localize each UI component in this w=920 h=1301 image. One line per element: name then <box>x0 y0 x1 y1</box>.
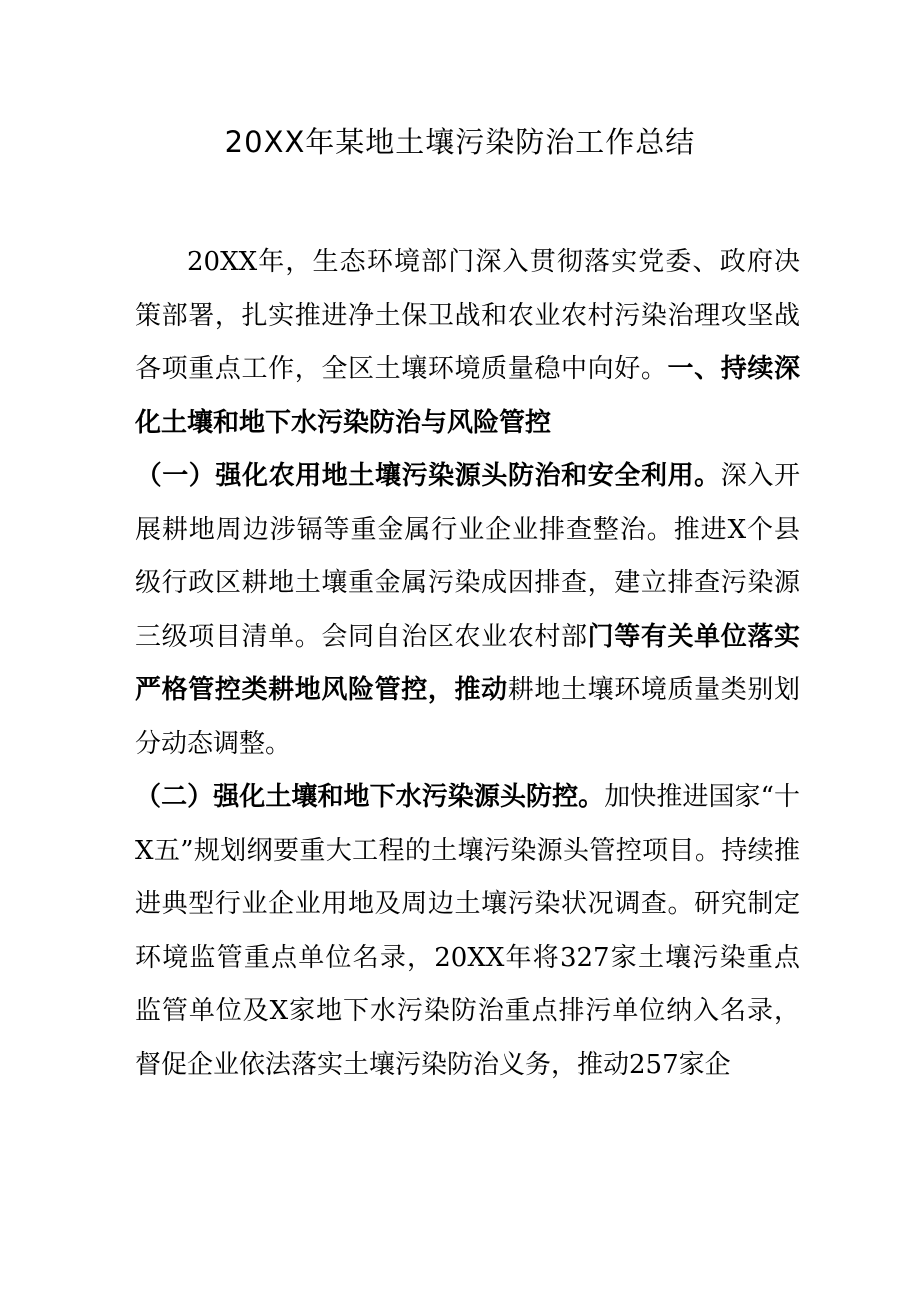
paragraph-subsection-2 <box>135 771 800 1092</box>
document-title: 20XX年某地土壤污染防治工作总结 <box>224 125 696 159</box>
section-heading-1: 一、持续深化土壤和地下水污染防治与风险管控 <box>135 354 800 438</box>
document-body <box>135 236 800 1092</box>
subsection-1-bold-b: 门等有关单位落实严格管控类耕地风险管控，推动 <box>135 621 800 705</box>
intro-text: 20XX年，生态环境部门深入贯彻落实党委、政府决策部署，扎实推进净土保卫战和农业农村污染治理攻坚战各项重点工作，全区土壤环境质量稳中向好。 <box>135 247 800 384</box>
subsection-1-text-c: 耕地土壤环境质量类别划分动态调整。 <box>135 675 800 759</box>
paragraph-subsection-1 <box>135 450 800 771</box>
subsection-heading-1: （一）强化农用地土壤污染源头防治和安全利用。 <box>135 461 721 491</box>
subsection-heading-2: （二）强化土壤和地下水污染源头防控。 <box>135 782 605 812</box>
subsection-2-text: 加快推进国家“十X五”规划纲要重大工程的土壤污染源头管控项目。持续推进典型行业企业用地及周边土壤污染状况调查。研究制定环境监管重点单位名录，20XX年将327家土壤污染重点监管单位及X家地下水污染防治重点排污单位纳入名录，督促企业依法落实土壤污染防治义务，推动257家企 <box>135 782 800 1080</box>
paragraph-intro <box>135 236 800 450</box>
subsection-1-text-a: 深入开展耕地周边涉镉等重金属行业企业排查整治。推进X个县级行政区耕地土壤重金属污染成因排查，建立排查污染源三级项目清单。会同自治区农业农村部 <box>135 461 800 652</box>
